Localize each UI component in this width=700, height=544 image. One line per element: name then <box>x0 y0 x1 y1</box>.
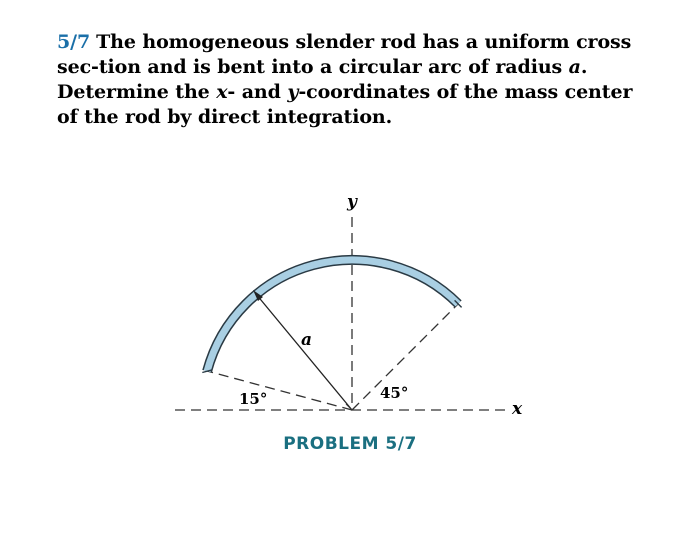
radius-label: a <box>301 330 313 350</box>
left-end-radial-line <box>207 371 352 410</box>
right-angle-label: 45° <box>380 384 409 402</box>
figure-caption: PROBLEM 5/7 <box>283 434 417 454</box>
left-angle-label: 15° <box>239 390 268 408</box>
x-axis-label: x <box>512 399 523 419</box>
problem-text-part-3: - and <box>227 81 288 103</box>
y-axis-label: y <box>347 192 357 212</box>
radius-variable: a <box>568 56 581 78</box>
problem-text-part-2: . Determine the <box>57 56 588 103</box>
problem-text-part-4: -coordinates of the mass center of the rod by direct integration. <box>57 81 633 128</box>
x-variable: x <box>216 81 228 103</box>
radius-line <box>256 294 352 410</box>
problem-text-part-1: The homogeneous slender rod has a uniform cross sec-tion and is bent into a circular arc of radius <box>57 31 632 78</box>
y-variable: y <box>287 81 299 103</box>
slender-rod-fill <box>207 260 458 371</box>
problem-number: 5/7 <box>57 31 91 53</box>
